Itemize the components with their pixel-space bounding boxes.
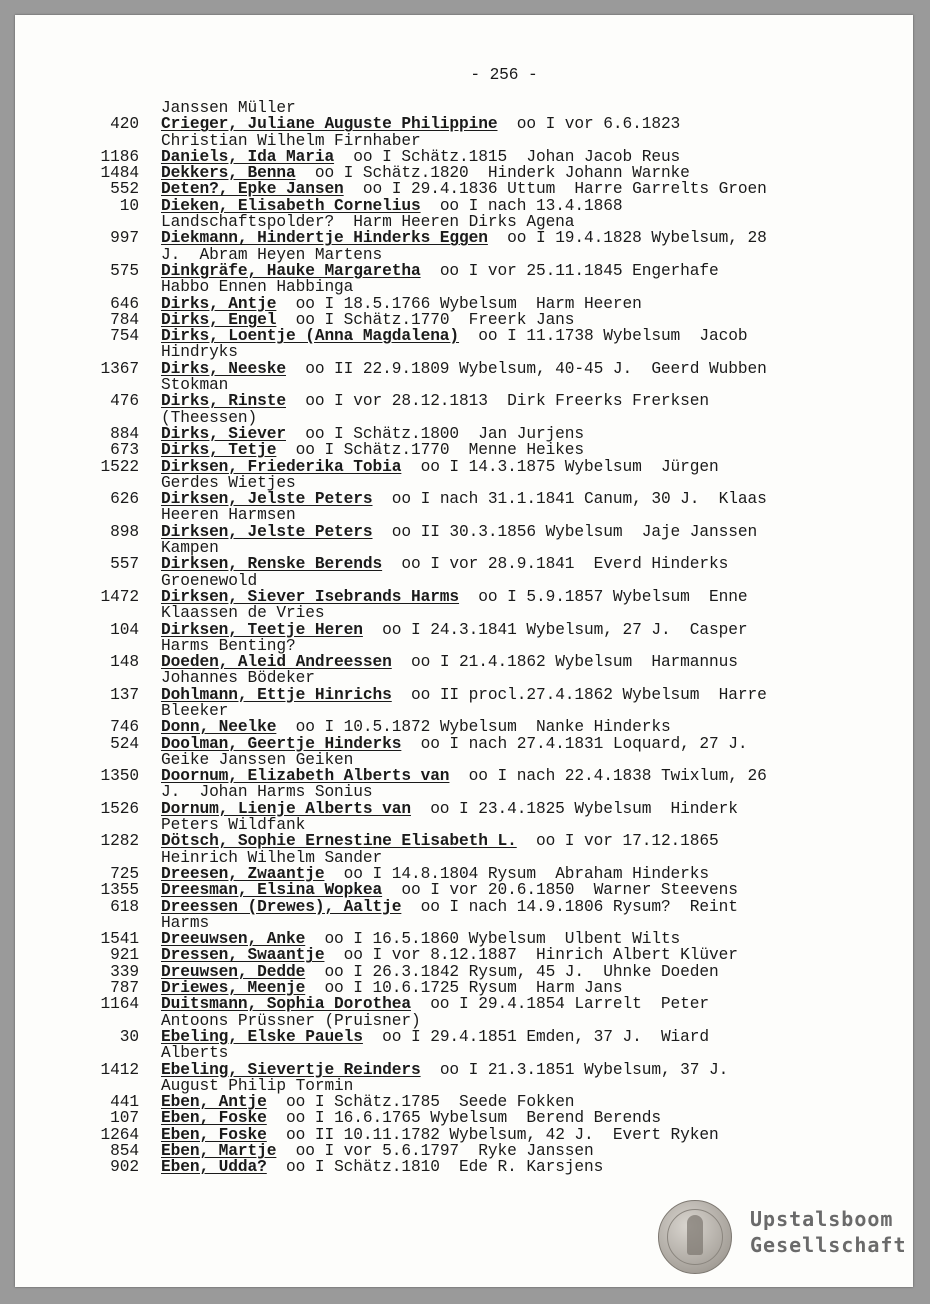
- person-name: Deten?, Epke Jansen: [161, 180, 344, 199]
- entry-details: oo I vor 28.9.1841 Everd Hinderks: [382, 555, 729, 574]
- entry-details: oo I 29.4.1851 Emden, 37 J. Wiard: [362, 1027, 710, 1046]
- entry-line: [81, 654, 861, 670]
- person-name: Eben, Udda?: [161, 1158, 267, 1177]
- entry-number: 1282: [100, 832, 139, 851]
- entry-number: 30: [119, 1027, 139, 1046]
- entry-number: [81, 850, 139, 866]
- entry-details: oo I 18.5.1766 Wybelsum Harm Heeren: [276, 294, 642, 313]
- entry-continuation-line: [81, 915, 861, 931]
- entry-details: August Philip Tormin: [161, 1076, 354, 1095]
- entry-details: Habbo Ennen Habbinga: [161, 278, 354, 297]
- entry-line: [81, 964, 861, 980]
- person-name: Dirks, Rinste: [161, 392, 286, 411]
- entry-number: 1350: [100, 767, 139, 786]
- page-number: - 256 -: [470, 66, 538, 84]
- entry-details: oo I Schätz.1810 Ede R. Karsjens: [266, 1158, 604, 1177]
- entry-number: 921: [110, 946, 139, 965]
- entry-details: J. Abram Heyen Martens: [161, 245, 383, 264]
- entry-number: 1264: [100, 1125, 139, 1144]
- entry-details: oo I 16.5.1860 Wybelsum Ulbent Wilts: [305, 930, 681, 949]
- entry-number: 1367: [100, 359, 139, 378]
- person-name: Dirks, Antje: [161, 294, 277, 313]
- entry-details: Harms: [161, 913, 210, 932]
- society-name-line-1: Upstalsboom: [750, 1207, 894, 1231]
- entry-details: oo I nach 14.9.1806 Rysum? Reint: [401, 897, 738, 916]
- entry-number: 1526: [100, 799, 139, 818]
- entry-number: [81, 1078, 139, 1094]
- person-name: Doolman, Geertje Hinderks: [161, 734, 402, 753]
- entry-line: [81, 328, 861, 344]
- entry-continuation-line: [81, 752, 861, 768]
- entry-number: 476: [110, 392, 139, 411]
- entry-number: 1522: [100, 457, 139, 476]
- entry-number: [81, 279, 139, 295]
- entry-line: [81, 181, 861, 197]
- entry-continuation-line: [81, 817, 861, 833]
- entry-line: [81, 719, 861, 735]
- entry-number: 884: [110, 424, 139, 443]
- entry-details: J. Johan Harms Sonius: [161, 783, 373, 802]
- entry-details: oo I 14.3.1875 Wybelsum Jürgen: [401, 457, 719, 476]
- entry-number: 148: [110, 653, 139, 672]
- entry-continuation-line: [81, 100, 861, 116]
- person-name: Doornum, Elizabeth Alberts van: [161, 767, 450, 786]
- entry-number: 104: [110, 620, 139, 639]
- entry-details: oo I 23.4.1825 Wybelsum Hinderk: [410, 799, 738, 818]
- entry-line: [81, 556, 861, 572]
- person-name: Eben, Martje: [161, 1142, 277, 1160]
- entry-line: [81, 687, 861, 703]
- entry-number: [81, 247, 139, 263]
- entry-details: Landschaftspolder? Harm Heeren Dirks Agena: [161, 213, 575, 232]
- person-name: Dornum, Lienje Alberts van: [161, 799, 411, 818]
- entry-line: [81, 882, 861, 898]
- entry-number: 575: [110, 261, 139, 280]
- person-name: Crieger, Juliane Auguste Philippine: [161, 115, 498, 134]
- person-name: Dreessen (Drewes), Aaltje: [161, 897, 402, 916]
- entry-details: oo I vor 5.6.1797 Ryke Janssen: [276, 1142, 594, 1160]
- entry-continuation-line: [81, 540, 861, 556]
- entry-details: Johannes Bödeker: [161, 669, 315, 688]
- entry-line: [81, 459, 861, 475]
- register-entries: [81, 100, 861, 1176]
- entry-details: oo I vor 6.6.1823: [497, 115, 681, 134]
- entry-continuation-line: [81, 279, 861, 295]
- entry-details: oo I 10.6.1725 Rysum Harm Jans: [305, 979, 623, 998]
- entry-details: oo I 29.4.1836 Uttum Harre Garrelts Groen: [343, 180, 767, 199]
- entry-details: oo I 10.5.1872 Wybelsum Nanke Hinderks: [276, 718, 671, 737]
- entry-continuation-line: [81, 507, 861, 523]
- entry-line: [81, 393, 861, 409]
- entry-details: Hindryks: [161, 343, 238, 362]
- entry-number: [81, 344, 139, 360]
- entry-number: [81, 605, 139, 621]
- entry-line: [81, 491, 861, 507]
- entry-continuation-line: [81, 410, 861, 426]
- entry-number: 107: [110, 1109, 139, 1128]
- seal-icon: [658, 1200, 732, 1274]
- entry-number: [81, 540, 139, 556]
- person-name: Dreesen, Zwaantje: [161, 864, 325, 883]
- entry-details: Kampen: [161, 539, 219, 558]
- person-name: Dreuwsen, Dedde: [161, 962, 306, 981]
- entry-number: [81, 784, 139, 800]
- entry-number: 1186: [100, 147, 139, 166]
- entry-continuation-line: [81, 1045, 861, 1061]
- entry-line: [81, 149, 861, 165]
- entry-number: 420: [110, 115, 139, 134]
- entry-details: oo I Schätz.1815 Johan Jacob Reus: [334, 147, 681, 166]
- person-name: Daniels, Ida Maria: [161, 147, 335, 166]
- entry-line: [81, 947, 861, 963]
- entry-details: oo I Schätz.1785 Seede Fokken: [266, 1093, 575, 1112]
- entry-continuation-line: [81, 573, 861, 589]
- entry-details: oo I 19.4.1828 Wybelsum, 28: [487, 229, 767, 248]
- entry-number: [81, 100, 139, 116]
- entry-line: [81, 736, 861, 752]
- entry-details: Christian Wilhelm Firnhaber: [161, 131, 421, 150]
- entry-continuation-line: [81, 638, 861, 654]
- entry-number: 557: [110, 555, 139, 574]
- entry-details: oo I Schätz.1800 Jan Jurjens: [285, 424, 585, 443]
- entry-number: 997: [110, 229, 139, 248]
- entry-details: Stokman: [161, 376, 229, 395]
- entry-number: 626: [110, 490, 139, 509]
- entry-number: 137: [110, 685, 139, 704]
- entry-number: 618: [110, 897, 139, 916]
- entry-details: oo I Schätz.1770 Menne Heikes: [276, 441, 585, 460]
- entry-details: oo I 29.4.1854 Larrelt Peter: [410, 995, 710, 1014]
- entry-details: oo I 21.3.1851 Wybelsum, 37 J.: [420, 1060, 729, 1079]
- person-name: Doeden, Aleid Andreessen: [161, 653, 392, 672]
- entry-line: [81, 442, 861, 458]
- entry-number: 673: [110, 441, 139, 460]
- person-name: Dirks, Neeske: [161, 359, 286, 378]
- entry-details: oo I 16.6.1765 Wybelsum Berend Berends: [266, 1109, 661, 1128]
- entry-continuation-line: [81, 850, 861, 866]
- person-name: Dirksen, Teetje Heren: [161, 620, 363, 639]
- entry-line: [81, 1062, 861, 1078]
- entry-details: oo I vor 8.12.1887 Hinrich Albert Klüver: [324, 946, 738, 965]
- entry-details: Alberts: [161, 1044, 229, 1063]
- entry-details: Klaassen de Vries: [161, 604, 325, 623]
- entry-details: Heeren Harmsen: [161, 506, 296, 525]
- entry-number: 746: [110, 718, 139, 737]
- entry-details: oo I 24.3.1841 Wybelsum, 27 J. Casper: [362, 620, 748, 639]
- entry-details: oo I vor 25.11.1845 Engerhafe: [420, 261, 719, 280]
- entry-details: oo I nach 27.4.1831 Loquard, 27 J.: [401, 734, 748, 753]
- entry-details: Bleeker: [161, 701, 229, 720]
- entry-number: [81, 670, 139, 686]
- person-name: Diekmann, Hindertje Hinderks Eggen: [161, 229, 488, 248]
- person-name: Dötsch, Sophie Ernestine Elisabeth L.: [161, 832, 517, 851]
- person-name: Dirks, Siever: [161, 424, 286, 443]
- entry-line: [81, 296, 861, 312]
- entry-continuation-line: [81, 133, 861, 149]
- society-name-line-2: Gesellschaft: [750, 1233, 907, 1257]
- entry-number: 902: [110, 1158, 139, 1177]
- entry-line: [81, 426, 861, 442]
- entry-number: 1412: [100, 1060, 139, 1079]
- entry-continuation-line: [81, 344, 861, 360]
- entry-line: [81, 801, 861, 817]
- entry-details: oo II 30.3.1856 Wybelsum Jaje Janssen: [372, 522, 758, 541]
- entry-details: oo I vor 28.12.1813 Dirk Freerks Frerksen: [285, 392, 710, 411]
- person-name: Ebeling, Sievertje Reinders: [161, 1060, 421, 1079]
- entry-details: oo II 22.9.1809 Wybelsum, 40-45 J. Geerd Wubben: [285, 359, 767, 378]
- entry-number: 524: [110, 734, 139, 753]
- entry-number: 754: [110, 327, 139, 346]
- person-name: Eben, Antje: [161, 1093, 267, 1112]
- entry-details: oo I Schätz.1820 Hinderk Johann Warnke: [295, 164, 690, 183]
- entry-number: 854: [110, 1142, 139, 1160]
- person-name: Dirks, Tetje: [161, 441, 277, 460]
- entry-details: oo I nach 31.1.1841 Canum, 30 J. Klaas: [372, 490, 767, 509]
- entry-continuation-line: [81, 475, 861, 491]
- entry-number: 1164: [100, 995, 139, 1014]
- entry-line: [81, 1094, 861, 1110]
- entry-number: [81, 703, 139, 719]
- entry-details: Gerdes Wietjes: [161, 473, 296, 492]
- entry-details: Peters Wildfank: [161, 816, 306, 835]
- entry-details: oo I 11.1738 Wybelsum Jacob: [459, 327, 748, 346]
- entry-continuation-line: [81, 1078, 861, 1094]
- entry-number: 725: [110, 864, 139, 883]
- entry-line: [81, 1127, 861, 1143]
- person-name: Dohlmann, Ettje Hinrichs: [161, 685, 392, 704]
- entry-line: [81, 230, 861, 246]
- entry-details: oo I nach 13.4.1868: [420, 196, 623, 215]
- entry-line: [81, 198, 861, 214]
- entry-line: [81, 866, 861, 882]
- person-name: Dekkers, Benna: [161, 164, 296, 183]
- entry-number: [81, 752, 139, 768]
- entry-line: [81, 768, 861, 784]
- person-name: Dirksen, Jelste Peters: [161, 522, 373, 541]
- entry-continuation-line: [81, 670, 861, 686]
- person-name: Ebeling, Elske Pauels: [161, 1027, 363, 1046]
- entry-line: [81, 931, 861, 947]
- person-name: Eben, Foske: [161, 1125, 267, 1144]
- entry-line: [81, 1143, 861, 1159]
- entry-details: Groenewold: [161, 571, 258, 590]
- entry-number: 646: [110, 294, 139, 313]
- entry-number: [81, 817, 139, 833]
- entry-line: [81, 524, 861, 540]
- entry-number: [81, 915, 139, 931]
- person-name: Dirksen, Siever Isebrands Harms: [161, 587, 460, 606]
- entry-number: 1472: [100, 587, 139, 606]
- entry-line: [81, 1159, 861, 1175]
- entry-details: (Theessen): [161, 408, 258, 427]
- entry-line: [81, 833, 861, 849]
- entry-details: oo I 5.9.1857 Wybelsum Enne: [459, 587, 748, 606]
- entry-number: [81, 133, 139, 149]
- person-name: Donn, Neelke: [161, 718, 277, 737]
- entry-continuation-line: [81, 377, 861, 393]
- person-name: Driewes, Meenje: [161, 979, 306, 998]
- person-name: Dirks, Loentje (Anna Magdalena): [161, 327, 460, 346]
- entry-line: [81, 361, 861, 377]
- entry-details: Janssen Müller: [161, 99, 296, 117]
- entry-number: 784: [110, 310, 139, 329]
- entry-details: Harms Benting?: [161, 636, 296, 655]
- entry-line: [81, 996, 861, 1012]
- entry-continuation-line: [81, 703, 861, 719]
- entry-details: oo II 10.11.1782 Wybelsum, 42 J. Evert Ryken: [266, 1125, 719, 1144]
- person-name: Dressen, Swaantje: [161, 946, 325, 965]
- person-name: Duitsmann, Sophia Dorothea: [161, 995, 411, 1014]
- entry-number: 339: [110, 962, 139, 981]
- person-name: Eben, Foske: [161, 1109, 267, 1128]
- entry-number: 10: [119, 196, 139, 215]
- person-name: Dirks, Engel: [161, 310, 277, 329]
- person-name: Dieken, Elisabeth Cornelius: [161, 196, 421, 215]
- entry-continuation-line: [81, 784, 861, 800]
- entry-number: 1484: [100, 164, 139, 183]
- entry-number: 441: [110, 1093, 139, 1112]
- entry-number: [81, 638, 139, 654]
- entry-number: [81, 507, 139, 523]
- entry-details: oo I vor 17.12.1865: [516, 832, 719, 851]
- entry-details: Antoons Prüssner (Pruisner): [161, 1011, 421, 1030]
- entry-line: [81, 622, 861, 638]
- person-name: Dirksen, Renske Berends: [161, 555, 383, 574]
- society-name: [750, 1206, 907, 1258]
- entry-number: 787: [110, 979, 139, 998]
- entry-details: Geike Janssen Geiken: [161, 750, 354, 769]
- entry-line: [81, 1029, 861, 1045]
- entry-details: oo I Schätz.1770 Freerk Jans: [276, 310, 575, 329]
- person-name: Dreeuwsen, Anke: [161, 930, 306, 949]
- entry-details: oo I 21.4.1862 Wybelsum Harmannus: [391, 653, 738, 672]
- entry-continuation-line: [81, 247, 861, 263]
- entry-continuation-line: [81, 214, 861, 230]
- entry-number: [81, 410, 139, 426]
- person-name: Dinkgräfe, Hauke Margaretha: [161, 261, 421, 280]
- society-logo: [658, 1200, 908, 1280]
- person-name: Dreesman, Elsina Wopkea: [161, 881, 383, 900]
- entry-details: oo I 26.3.1842 Rysum, 45 J. Uhnke Doeden: [305, 962, 719, 981]
- entry-continuation-line: [81, 1013, 861, 1029]
- entry-number: 1355: [100, 881, 139, 900]
- entry-line: [81, 165, 861, 181]
- entry-details: oo I vor 20.6.1850 Warner Steevens: [382, 881, 738, 900]
- entry-number: 552: [110, 180, 139, 199]
- entry-details: oo I nach 22.4.1838 Twixlum, 26: [449, 767, 767, 786]
- entry-continuation-line: [81, 605, 861, 621]
- document-page: [15, 15, 913, 1287]
- entry-line: [81, 263, 861, 279]
- entry-number: [81, 214, 139, 230]
- entry-details: Heinrich Wilhelm Sander: [161, 848, 383, 867]
- entry-line: [81, 116, 861, 132]
- entry-line: [81, 589, 861, 605]
- entry-number: [81, 475, 139, 491]
- entry-number: [81, 377, 139, 393]
- entry-line: [81, 1110, 861, 1126]
- entry-line: [81, 312, 861, 328]
- entry-details: oo I 14.8.1804 Rysum Abraham Hinderks: [324, 864, 710, 883]
- entry-number: 898: [110, 522, 139, 541]
- entry-details: oo II procl.27.4.1862 Wybelsum Harre: [391, 685, 767, 704]
- entry-number: 1541: [100, 930, 139, 949]
- entry-line: [81, 899, 861, 915]
- person-name: Dirksen, Jelste Peters: [161, 490, 373, 509]
- entry-number: [81, 1045, 139, 1061]
- entry-number: [81, 1013, 139, 1029]
- entry-number: [81, 573, 139, 589]
- entry-line: [81, 980, 861, 996]
- person-name: Dirksen, Friederika Tobia: [161, 457, 402, 476]
